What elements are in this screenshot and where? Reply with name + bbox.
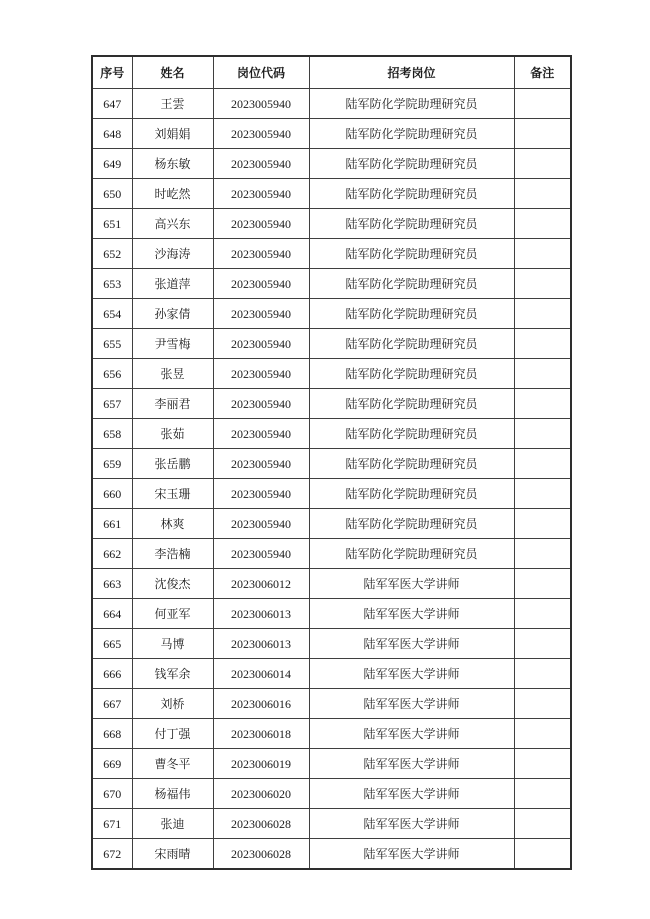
cell-remark xyxy=(514,719,571,749)
cell-remark xyxy=(514,149,571,179)
cell-position: 陆军防化学院助理研究员 xyxy=(309,299,514,329)
cell-position: 陆军军医大学讲师 xyxy=(309,749,514,779)
cell-position: 陆军防化学院助理研究员 xyxy=(309,119,514,149)
cell-no: 649 xyxy=(92,149,132,179)
cell-code: 2023006016 xyxy=(213,689,309,719)
cell-remark xyxy=(514,299,571,329)
cell-name: 张岳鹏 xyxy=(132,449,213,479)
cell-name: 林爽 xyxy=(132,509,213,539)
cell-name: 何亚军 xyxy=(132,599,213,629)
table-row xyxy=(92,809,571,839)
table-row xyxy=(92,209,571,239)
table-row xyxy=(92,599,571,629)
cell-code: 2023006014 xyxy=(213,659,309,689)
cell-no: 668 xyxy=(92,719,132,749)
cell-remark xyxy=(514,179,571,209)
header-no: 序号 xyxy=(92,56,132,89)
table-row xyxy=(92,329,571,359)
header-code: 岗位代码 xyxy=(213,56,309,89)
cell-no: 651 xyxy=(92,209,132,239)
table-row xyxy=(92,779,571,809)
cell-code: 2023006012 xyxy=(213,569,309,599)
cell-position: 陆军军医大学讲师 xyxy=(309,569,514,599)
cell-no: 654 xyxy=(92,299,132,329)
cell-remark xyxy=(514,749,571,779)
cell-name: 张茹 xyxy=(132,419,213,449)
cell-name: 张昱 xyxy=(132,359,213,389)
cell-name: 时屹然 xyxy=(132,179,213,209)
table-row xyxy=(92,689,571,719)
cell-code: 2023006013 xyxy=(213,629,309,659)
cell-no: 672 xyxy=(92,839,132,870)
cell-name: 付丁强 xyxy=(132,719,213,749)
cell-no: 656 xyxy=(92,359,132,389)
cell-remark xyxy=(514,539,571,569)
cell-name: 张迪 xyxy=(132,809,213,839)
cell-name: 沈俊杰 xyxy=(132,569,213,599)
table-row xyxy=(92,359,571,389)
cell-code: 2023005940 xyxy=(213,509,309,539)
cell-name: 李浩楠 xyxy=(132,539,213,569)
cell-no: 647 xyxy=(92,89,132,119)
header-name: 姓名 xyxy=(132,56,213,89)
table-row xyxy=(92,149,571,179)
table-row xyxy=(92,839,571,870)
table-row xyxy=(92,659,571,689)
cell-code: 2023006028 xyxy=(213,839,309,870)
cell-name: 沙海涛 xyxy=(132,239,213,269)
table-row xyxy=(92,389,571,419)
cell-code: 2023005940 xyxy=(213,89,309,119)
cell-remark xyxy=(514,239,571,269)
cell-no: 648 xyxy=(92,119,132,149)
cell-name: 尹雪梅 xyxy=(132,329,213,359)
cell-no: 650 xyxy=(92,179,132,209)
cell-code: 2023006018 xyxy=(213,719,309,749)
header-position: 招考岗位 xyxy=(309,56,514,89)
cell-remark xyxy=(514,419,571,449)
cell-position: 陆军防化学院助理研究员 xyxy=(309,89,514,119)
cell-position: 陆军防化学院助理研究员 xyxy=(309,359,514,389)
table-row xyxy=(92,119,571,149)
cell-no: 662 xyxy=(92,539,132,569)
cell-code: 2023005940 xyxy=(213,389,309,419)
table-header xyxy=(92,56,571,89)
table-row xyxy=(92,749,571,779)
cell-name: 宋玉珊 xyxy=(132,479,213,509)
cell-remark xyxy=(514,89,571,119)
cell-code: 2023005940 xyxy=(213,269,309,299)
cell-position: 陆军军医大学讲师 xyxy=(309,779,514,809)
cell-no: 652 xyxy=(92,239,132,269)
cell-name: 马博 xyxy=(132,629,213,659)
cell-remark xyxy=(514,689,571,719)
cell-code: 2023005940 xyxy=(213,419,309,449)
cell-name: 王雲 xyxy=(132,89,213,119)
cell-name: 张道萍 xyxy=(132,269,213,299)
cell-remark xyxy=(514,359,571,389)
cell-remark xyxy=(514,599,571,629)
table-row xyxy=(92,719,571,749)
cell-no: 666 xyxy=(92,659,132,689)
table-row xyxy=(92,179,571,209)
header-remark: 备注 xyxy=(514,56,571,89)
cell-remark xyxy=(514,569,571,599)
cell-position: 陆军防化学院助理研究员 xyxy=(309,239,514,269)
cell-no: 655 xyxy=(92,329,132,359)
cell-no: 665 xyxy=(92,629,132,659)
cell-position: 陆军军医大学讲师 xyxy=(309,599,514,629)
cell-no: 669 xyxy=(92,749,132,779)
cell-code: 2023006020 xyxy=(213,779,309,809)
cell-code: 2023005940 xyxy=(213,179,309,209)
cell-name: 刘桥 xyxy=(132,689,213,719)
cell-remark xyxy=(514,329,571,359)
cell-code: 2023005940 xyxy=(213,119,309,149)
table-row xyxy=(92,269,571,299)
cell-position: 陆军防化学院助理研究员 xyxy=(309,269,514,299)
cell-position: 陆军防化学院助理研究员 xyxy=(309,179,514,209)
cell-position: 陆军军医大学讲师 xyxy=(309,809,514,839)
cell-position: 陆军防化学院助理研究员 xyxy=(309,509,514,539)
cell-code: 2023005940 xyxy=(213,329,309,359)
cell-no: 664 xyxy=(92,599,132,629)
cell-position: 陆军军医大学讲师 xyxy=(309,659,514,689)
cell-no: 671 xyxy=(92,809,132,839)
recruitment-roster-table xyxy=(91,55,572,870)
cell-name: 刘娟娟 xyxy=(132,119,213,149)
cell-remark xyxy=(514,119,571,149)
table-body xyxy=(92,89,571,870)
table-row xyxy=(92,89,571,119)
table-row xyxy=(92,299,571,329)
cell-position: 陆军防化学院助理研究员 xyxy=(309,479,514,509)
cell-position: 陆军军医大学讲师 xyxy=(309,839,514,870)
cell-remark xyxy=(514,479,571,509)
cell-name: 曹冬平 xyxy=(132,749,213,779)
cell-remark xyxy=(514,659,571,689)
table-row xyxy=(92,539,571,569)
cell-name: 宋雨晴 xyxy=(132,839,213,870)
cell-code: 2023005940 xyxy=(213,209,309,239)
cell-name: 杨福伟 xyxy=(132,779,213,809)
cell-no: 670 xyxy=(92,779,132,809)
cell-remark xyxy=(514,629,571,659)
cell-position: 陆军防化学院助理研究员 xyxy=(309,449,514,479)
cell-name: 孙家倩 xyxy=(132,299,213,329)
cell-remark xyxy=(514,209,571,239)
cell-code: 2023005940 xyxy=(213,479,309,509)
cell-position: 陆军军医大学讲师 xyxy=(309,629,514,659)
cell-code: 2023006028 xyxy=(213,809,309,839)
cell-no: 659 xyxy=(92,449,132,479)
cell-position: 陆军防化学院助理研究员 xyxy=(309,389,514,419)
cell-remark xyxy=(514,389,571,419)
cell-remark xyxy=(514,809,571,839)
header-row xyxy=(92,56,571,89)
cell-code: 2023005940 xyxy=(213,539,309,569)
cell-remark xyxy=(514,779,571,809)
table-row xyxy=(92,419,571,449)
cell-no: 658 xyxy=(92,419,132,449)
cell-name: 高兴东 xyxy=(132,209,213,239)
cell-code: 2023006013 xyxy=(213,599,309,629)
cell-position: 陆军防化学院助理研究员 xyxy=(309,419,514,449)
table-row xyxy=(92,569,571,599)
cell-position: 陆军防化学院助理研究员 xyxy=(309,329,514,359)
table-row xyxy=(92,629,571,659)
cell-no: 663 xyxy=(92,569,132,599)
table-row xyxy=(92,449,571,479)
cell-no: 657 xyxy=(92,389,132,419)
cell-position: 陆军防化学院助理研究员 xyxy=(309,209,514,239)
cell-code: 2023005940 xyxy=(213,449,309,479)
cell-position: 陆军军医大学讲师 xyxy=(309,719,514,749)
cell-name: 杨东敏 xyxy=(132,149,213,179)
cell-no: 653 xyxy=(92,269,132,299)
cell-name: 李丽君 xyxy=(132,389,213,419)
cell-code: 2023005940 xyxy=(213,359,309,389)
cell-no: 661 xyxy=(92,509,132,539)
cell-name: 钱军余 xyxy=(132,659,213,689)
cell-remark xyxy=(514,509,571,539)
table-row xyxy=(92,509,571,539)
table-row xyxy=(92,239,571,269)
cell-code: 2023005940 xyxy=(213,239,309,269)
cell-position: 陆军防化学院助理研究员 xyxy=(309,539,514,569)
cell-remark xyxy=(514,269,571,299)
cell-remark xyxy=(514,449,571,479)
table-row xyxy=(92,479,571,509)
cell-no: 660 xyxy=(92,479,132,509)
cell-code: 2023005940 xyxy=(213,299,309,329)
cell-code: 2023005940 xyxy=(213,149,309,179)
cell-position: 陆军军医大学讲师 xyxy=(309,689,514,719)
cell-remark xyxy=(514,839,571,870)
cell-position: 陆军防化学院助理研究员 xyxy=(309,149,514,179)
cell-code: 2023006019 xyxy=(213,749,309,779)
cell-no: 667 xyxy=(92,689,132,719)
